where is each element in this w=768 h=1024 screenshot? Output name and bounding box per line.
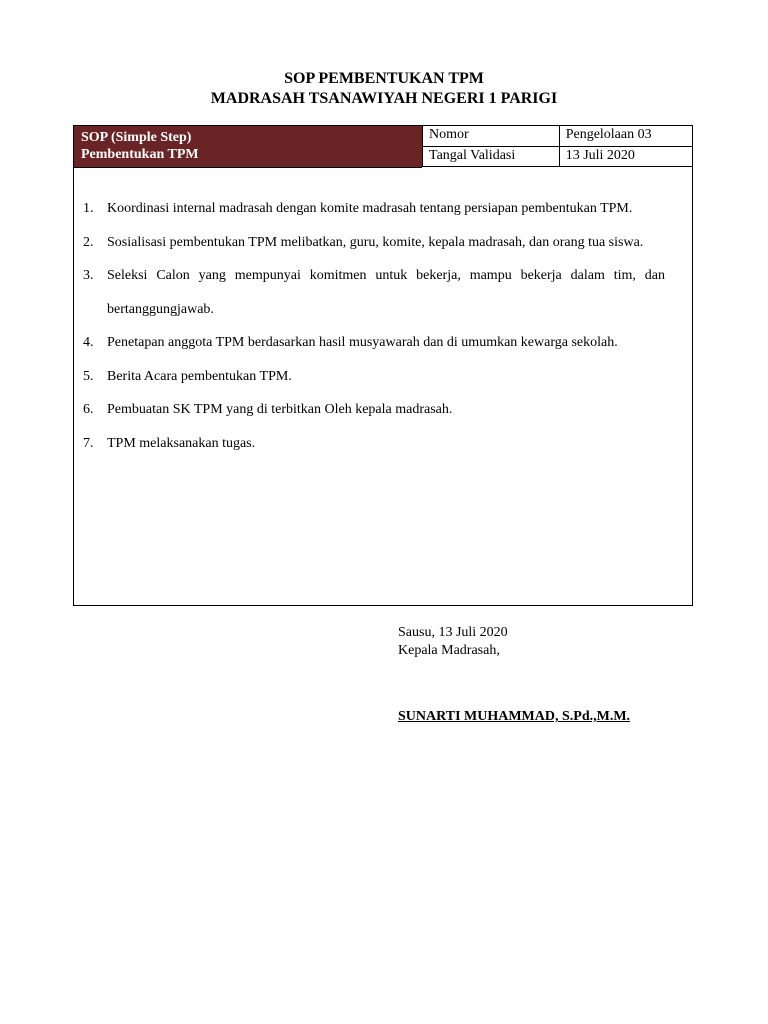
signature-role: Kepala Madrasah, — [398, 643, 500, 658]
meta-key: Tangal Validasi — [423, 146, 560, 166]
step-text: Pembuatan SK TPM yang di terbitkan Oleh kepala madrasah. — [107, 402, 453, 417]
step-text: Sosialisasi pembentukan TPM melibatkan, guru, komite, kepala madrasah, dan orang tua siswa. — [107, 234, 644, 250]
step-number: 5. — [83, 368, 94, 384]
meta-key: Nomor — [423, 126, 560, 146]
step-number: 3. — [83, 268, 94, 283]
document-title: SOP PEMBENTUKAN TPM — [284, 70, 484, 87]
sop-label: SOP (Simple Step) — [81, 130, 192, 145]
header-divider — [74, 167, 422, 168]
list-item — [74, 259, 692, 326]
meta-value: 13 Juli 2020 — [559, 146, 692, 166]
step-text: TPM melaksanakan tugas. — [107, 435, 256, 451]
meta-value: Pengelolaan 03 — [559, 126, 692, 146]
signature-place-date: Sausu, 13 Juli 2020 — [398, 625, 508, 640]
meta-row-number — [423, 126, 693, 146]
step-number: 1. — [83, 201, 94, 216]
sop-box — [73, 125, 693, 606]
step-text: Koordinasi internal madrasah dengan komite madrasah tentang persiapan pembentukan TPM. — [107, 201, 633, 216]
sop-header — [74, 126, 422, 167]
step-number: 2. — [83, 234, 94, 250]
signatory-name: SUNARTI MUHAMMAD, S.Pd.,M.M. — [398, 709, 631, 724]
step-number: 6. — [83, 402, 94, 417]
meta-row-validation-date — [423, 146, 693, 166]
step-number: 4. — [83, 335, 94, 350]
list-item — [74, 393, 692, 427]
document-subtitle: MADRASAH TSANAWIYAH NEGERI 1 PARIGI — [210, 90, 558, 107]
step-text: Seleksi Calon yang mempunyai komitmen untuk bekerja, mampu bekerja dalam tim, dan bertanggungjawab. — [107, 268, 665, 317]
list-item — [74, 360, 692, 394]
step-number: 7. — [83, 435, 94, 451]
step-text: Penetapan anggota TPM berdasarkan hasil musyawarah dan di umumkan kewarga sekolah. — [107, 335, 618, 350]
sop-subject: Pembentukan TPM — [81, 147, 199, 162]
step-text: Berita Acara pembentukan TPM. — [107, 368, 292, 384]
list-item — [74, 192, 692, 226]
list-item — [74, 326, 692, 360]
meta-table — [422, 126, 692, 167]
list-item — [74, 427, 692, 461]
list-item — [74, 226, 692, 260]
steps-list — [74, 192, 692, 460]
